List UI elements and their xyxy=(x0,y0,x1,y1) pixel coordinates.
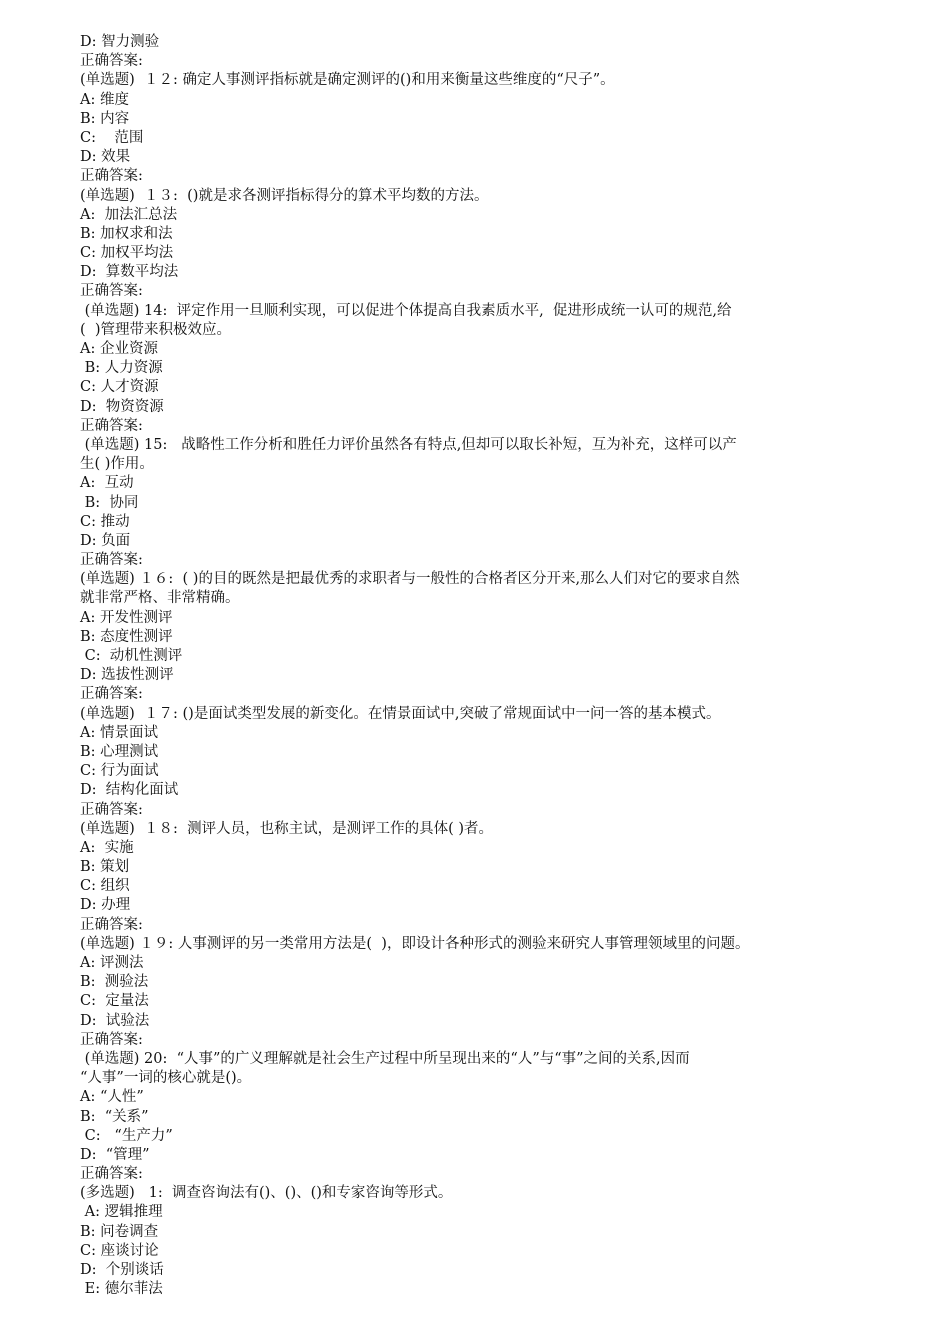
option-line: C: 范围 xyxy=(80,129,144,146)
option-line: B: 态度性测评 xyxy=(80,628,173,645)
answer-label: 正确答案: xyxy=(80,801,143,818)
option-line: C: 定量法 xyxy=(80,993,149,1010)
answer-label: 正确答案: xyxy=(80,916,143,933)
option-line: C: 组织 xyxy=(80,878,130,895)
question-line: (单选题) 14: 评定作用一旦顺利实现，可以促进个体提高自我素质水平, 促进形成统一认可的规范,给 xyxy=(80,302,732,319)
answer-label: 正确答案: xyxy=(80,168,143,185)
option-line: D: 物资资源 xyxy=(80,398,164,415)
option-line: A: 加法汇总法 xyxy=(80,206,178,223)
option-line: A: 逻辑推理 xyxy=(80,1204,163,1221)
option-line: A: 评测法 xyxy=(80,955,144,971)
answer-label: 正确答案: xyxy=(80,1166,143,1183)
answer-label: 正确答案: xyxy=(80,417,143,434)
option-line: B: 加权求和法 xyxy=(80,225,173,242)
option-line: B: 策划 xyxy=(80,859,130,876)
option-line: A: 情景面试 xyxy=(80,724,158,741)
answer-label: 正确答案: xyxy=(80,552,143,569)
question-line-continued: “人事”一词的核心就是()。 xyxy=(80,1070,252,1087)
option-line: C: 行为面试 xyxy=(80,763,159,780)
option-line: D: 办理 xyxy=(80,897,131,914)
question-line: (单选题) １８: 测评人员，也称主试，是测评工作的具体( )者。 xyxy=(80,820,494,837)
option-line: D: 个别谈话 xyxy=(80,1262,164,1278)
option-line: D: “管理” xyxy=(80,1146,150,1163)
option-line: A: 实施 xyxy=(80,839,134,856)
option-line: B: 心理测试 xyxy=(80,743,159,760)
option-line: C: 推动 xyxy=(80,513,130,530)
question-line: (单选题) １６: ( )的目的既然是把最优秀的求职者与一般性的合格者区分开来,那么人们对它的要求自然 xyxy=(80,571,740,588)
option-line: B: 内容 xyxy=(80,110,130,127)
option-line: D: 选拔性测评 xyxy=(80,667,174,684)
option-line: C: 动机性测评 xyxy=(80,648,183,664)
option-line: D: 结构化面试 xyxy=(80,782,179,799)
question-line: (单选题) 15: 战略性工作分析和胜任力评价虽然各有特点,但却可以取长补短，互为补充，这样可以产 xyxy=(80,436,737,453)
option-line: D: 负面 xyxy=(80,532,131,549)
question-line-continued: ( )管理带来积极效应。 xyxy=(80,321,232,338)
question-line: (单选题) １７: ()是面试类型发展的新变化。在情景面试中,突破了常规面试中一问一答的基本模式。 xyxy=(80,705,721,722)
question-line: (单选题) １９: 人事测评的另一类常用方法是( )，即设计各种形式的测验来研究人事管理领域里的问题。 xyxy=(80,935,750,952)
question-line: (单选题) １３: ()就是求各测评指标得分的算术平均数的方法。 xyxy=(80,187,489,204)
option-line: B: 人力资源 xyxy=(80,360,163,377)
option-line: D: 试验法 xyxy=(80,1012,150,1029)
option-line: D: 效果 xyxy=(80,149,131,166)
option-line: A: 维度 xyxy=(80,91,129,108)
option-line: A: 开发性测评 xyxy=(80,609,173,626)
option-line: C: “生产力” xyxy=(80,1127,173,1144)
answer-label: 正确答案: xyxy=(80,686,143,703)
question-line-continued: 生( )作用。 xyxy=(80,456,154,473)
option-line: B: 协同 xyxy=(80,494,139,511)
question-line: (单选题) １２: 确定人事测评指标就是确定测评的()和用来衡量这些维度的“尺子”。 xyxy=(80,72,615,89)
option-line: A: “人性” xyxy=(80,1089,144,1106)
option-line: E: 德尔菲法 xyxy=(80,1281,163,1298)
option-line: B: “关系” xyxy=(80,1108,149,1125)
question-line-continued: 就非常严格、非常精确。 xyxy=(80,590,240,607)
answer-label: 正确答案: xyxy=(80,283,143,300)
document-page xyxy=(80,33,880,1299)
option-line: C: 人才资源 xyxy=(80,379,159,396)
question-line: (多选题) 1: 调查咨询法有()、()、()和专家咨询等形式。 xyxy=(80,1185,453,1202)
option-line: B: 测验法 xyxy=(80,974,149,991)
answer-label: 正确答案: xyxy=(80,1031,143,1048)
option-line: B: 问卷调查 xyxy=(80,1223,159,1240)
option-line: D: 智力测验 xyxy=(80,34,160,50)
answer-label: 正确答案: xyxy=(80,53,143,70)
option-line: A: 企业资源 xyxy=(80,341,158,357)
option-line: D: 算数平均法 xyxy=(80,264,179,281)
option-line: A: 互动 xyxy=(80,475,134,492)
question-line: (单选题) 20: “人事”的广义理解就是社会生产过程中所呈现出来的“人”与“事”之间的关系,因而 xyxy=(80,1050,690,1067)
option-line: C: 加权平均法 xyxy=(80,245,174,262)
option-line: C: 座谈讨论 xyxy=(80,1242,159,1259)
